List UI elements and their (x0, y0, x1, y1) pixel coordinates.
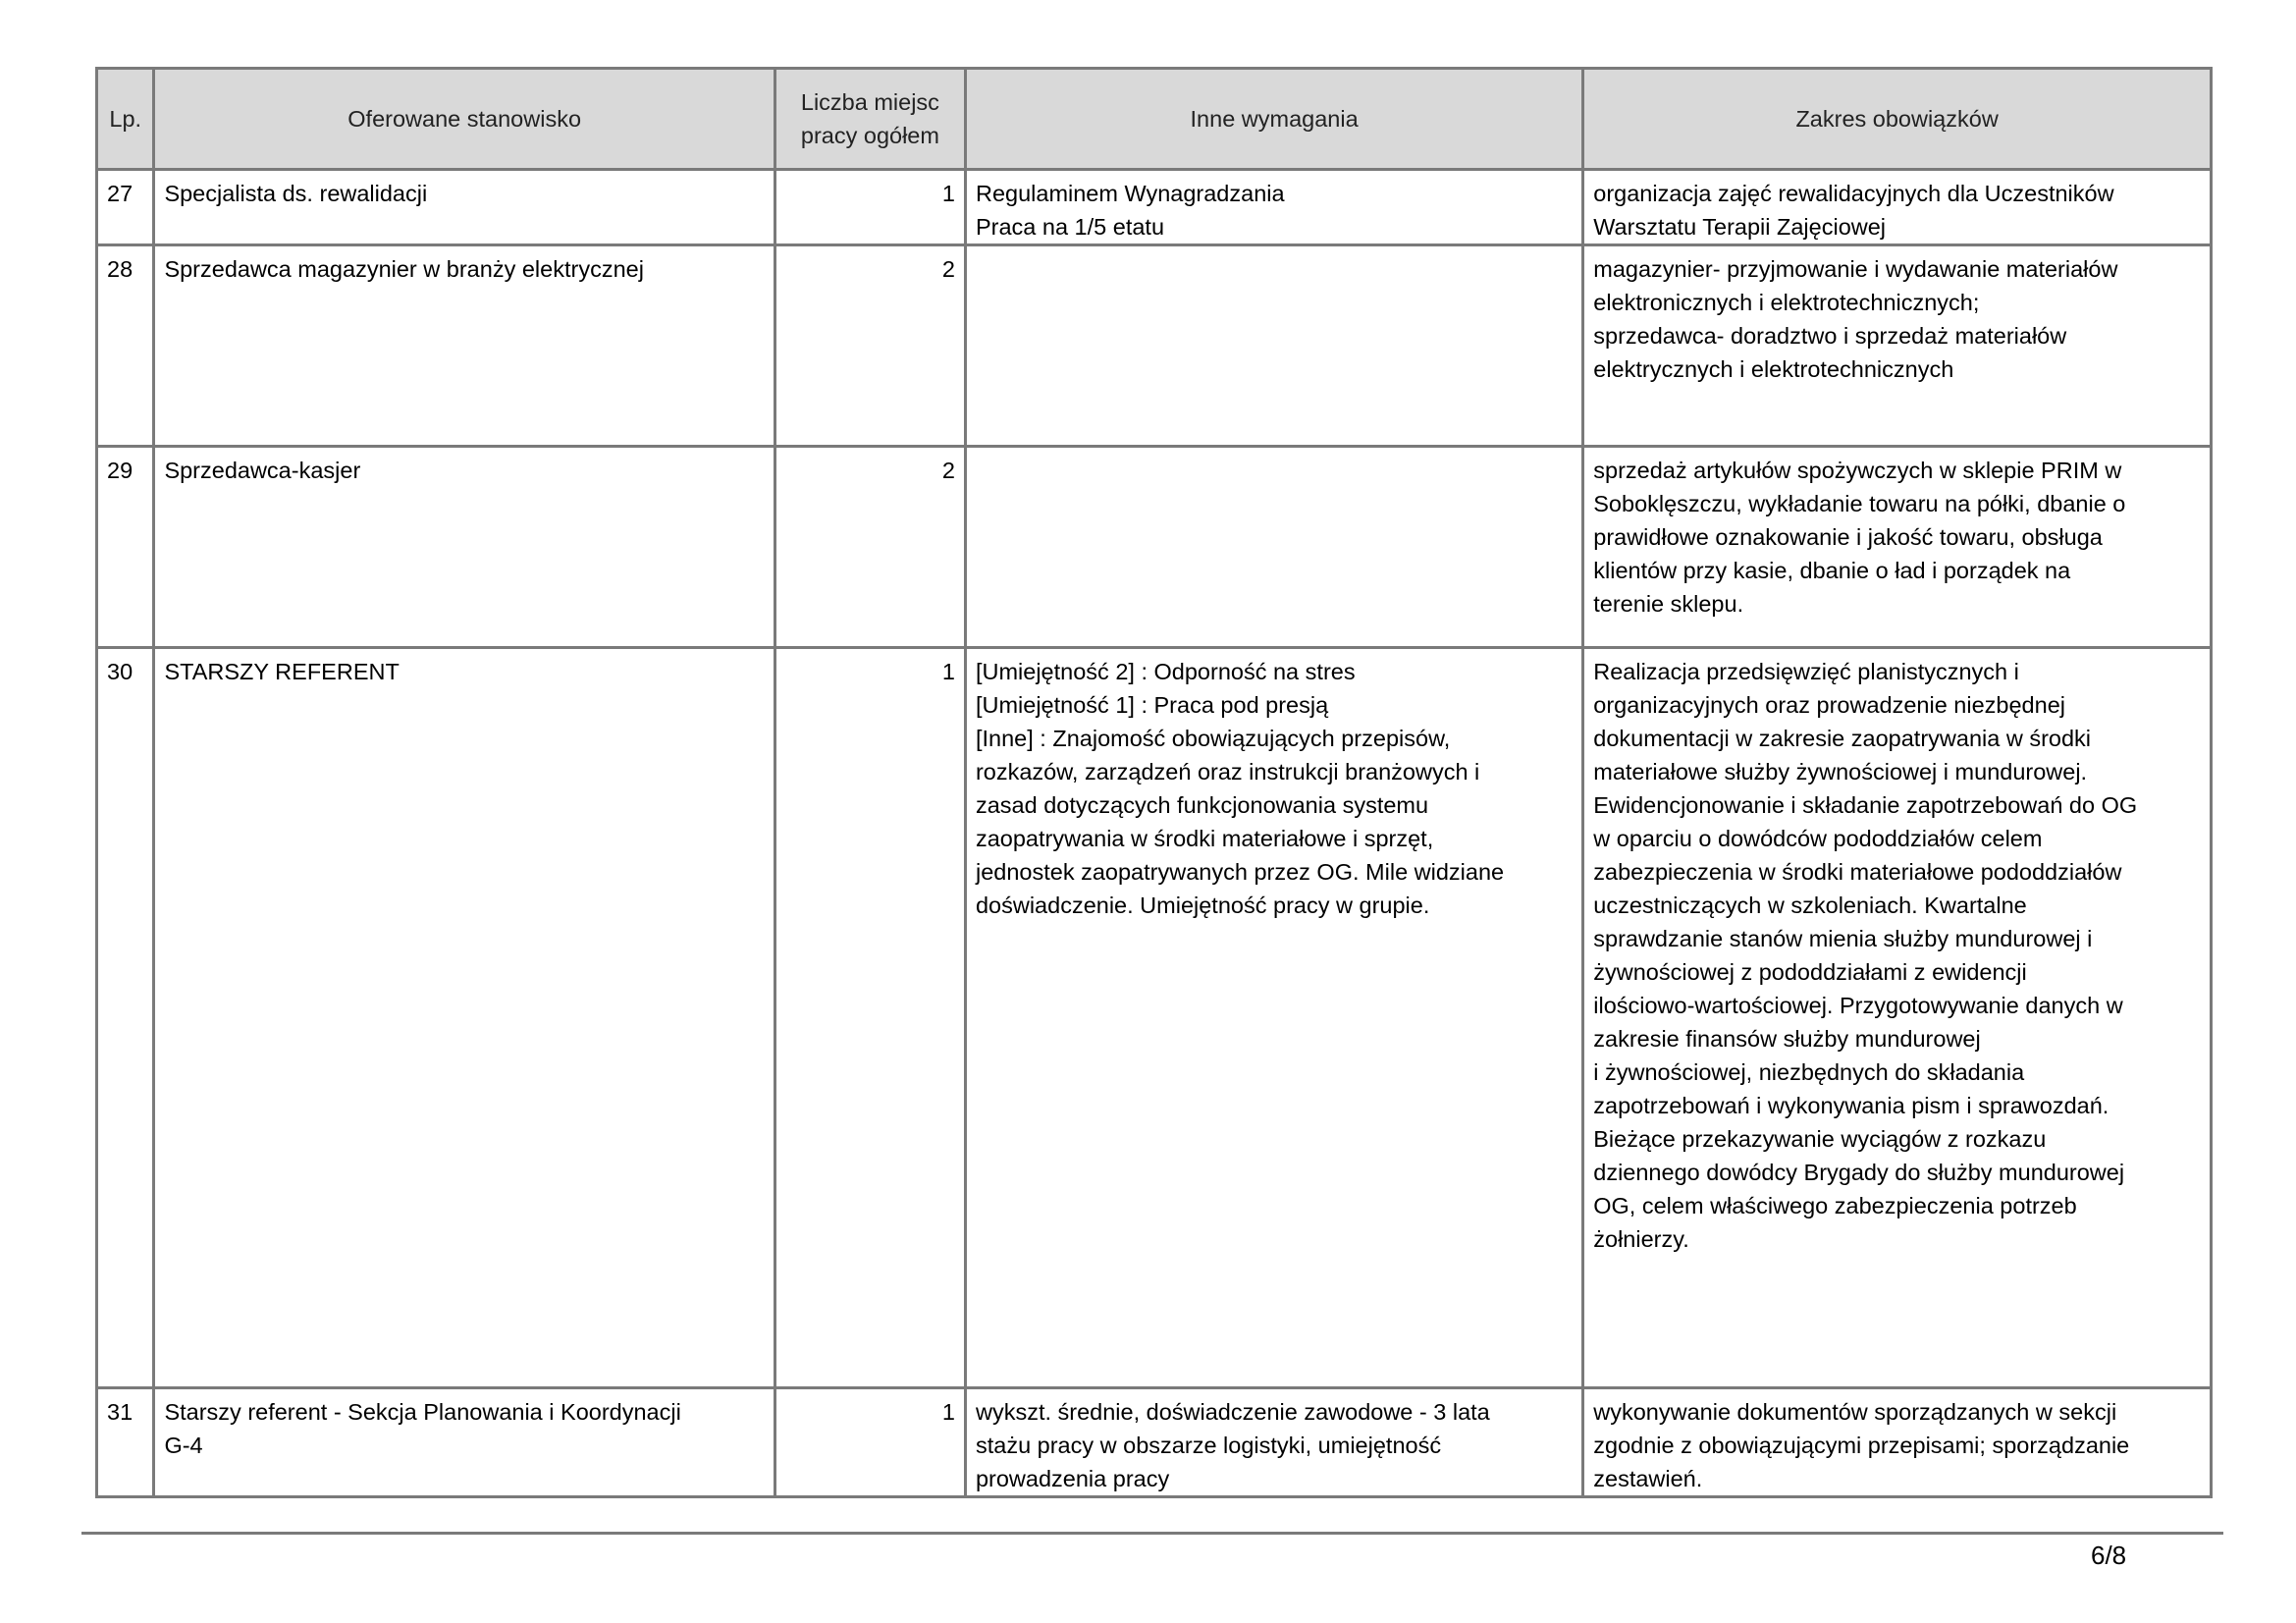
count-cell: 1 (774, 1388, 965, 1497)
duties-cell (1583, 170, 2212, 245)
requirements-line: wykszt. średnie, doświadczenie zawodowe - 3 lata (975, 1399, 1490, 1425)
footer-divider (81, 1532, 2223, 1535)
requirements-cell (965, 245, 1582, 447)
table-body (97, 170, 2212, 1497)
job-offers-table (95, 67, 2213, 1498)
duties-cell (1583, 447, 2212, 648)
requirements-line: prowadzenia pracy (975, 1466, 1170, 1491)
table-row (97, 170, 2212, 245)
position-line: Starszy referent - Sekcja Planowania i Koordynacji (164, 1399, 681, 1425)
position-cell (154, 170, 774, 245)
duties-line: organizacyjnych oraz prowadzenie niezbędnej (1593, 692, 2065, 718)
duties-line: organizacja zajęć rewalidacyjnych dla Uczestników (1593, 181, 2114, 206)
duties-line: dziennego dowódcy Brygady do służby mundurowej (1593, 1160, 2125, 1185)
duties-line: magazynier- przyjmowanie i wydawanie materiałów (1593, 256, 2118, 282)
position-cell (154, 1388, 774, 1497)
duties-cell (1583, 1388, 2212, 1497)
position-line: Specjalista ds. rewalidacji (164, 181, 428, 206)
duties-line: w oparciu o dowódców pododdziałów celem (1593, 826, 2043, 851)
position-line: STARSZY REFERENT (164, 659, 400, 684)
duties-line: dokumentacji w zakresie zaopatrywania w środki (1593, 726, 2092, 751)
requirements-line: doświadczenie. Umiejętność pracy w grupie. (975, 893, 1430, 918)
requirements-cell (965, 1388, 1582, 1497)
duties-line: materiałowe służby żywnościowej i mundurowej. (1593, 759, 2088, 784)
requirements-line: [Inne] : Znajomość obowiązujących przepisów, (975, 726, 1451, 751)
duties-line: elektrycznych i elektrotechnicznych (1593, 356, 1954, 382)
duties-line: sprzedawca- doradztwo i sprzedaż materiałów (1593, 323, 2067, 349)
count-cell: 1 (774, 170, 965, 245)
table-header (97, 69, 2212, 170)
requirements-line: Regulaminem Wynagradzania (975, 181, 1285, 206)
header-lp: Lp. (97, 69, 154, 170)
position-cell (154, 245, 774, 447)
duties-line: prawidłowe oznakowanie i jakość towaru, obsługa (1593, 524, 2103, 550)
position-cell (154, 648, 774, 1388)
row-number-cell: 27 (97, 170, 154, 245)
requirements-line: stażu pracy w obszarze logistyki, umiejętność (975, 1433, 1442, 1458)
duties-line: sprzedaż artykułów spożywczych w sklepie PRIM w (1593, 458, 2122, 483)
table-row (97, 245, 2212, 447)
requirements-line: jednostek zaopatrywanych przez OG. Mile widziane (975, 859, 1505, 885)
duties-line: wykonywanie dokumentów sporządzanych w sekcji (1593, 1399, 2117, 1425)
requirements-line: zaopatrywania w środki materiałowe i sprzęt, (975, 826, 1434, 851)
duties-line: terenie sklepu. (1593, 591, 1744, 617)
page-number: 6/8 (2091, 1541, 2127, 1570)
duties-line: ilościowo-wartościowej. Przygotowywanie danych w (1593, 993, 2123, 1018)
duties-line: sprawdzanie stanów mienia służby mundurowej i (1593, 926, 2093, 951)
table-row (97, 447, 2212, 648)
duties-cell (1583, 245, 2212, 447)
requirements-line: rozkazów, zarządzeń oraz instrukcji branżowych i (975, 759, 1480, 784)
header-count-line-2: pracy ogółem (800, 123, 939, 148)
duties-line: zakresie finansów służby mundurowej (1593, 1026, 1981, 1052)
duties-line: klientów przy kasie, dbanie o ład i porządek na (1593, 558, 2071, 583)
duties-line: Ewidencjonowanie i składanie zapotrzebowań do OG (1593, 792, 2138, 818)
header-requirements: Inne wymagania (965, 69, 1582, 170)
row-number-cell: 28 (97, 245, 154, 447)
position-line: Sprzedawca-kasjer (164, 458, 361, 483)
header-count-line-1: Liczba miejsc (800, 89, 939, 115)
duties-line: zapotrzebowań i wykonywania pism i sprawozdań. (1593, 1093, 2109, 1118)
requirements-line: Praca na 1/5 etatu (975, 214, 1165, 240)
requirements-line: [Umiejętność 1] : Praca pod presją (975, 692, 1329, 718)
table-row (97, 1388, 2212, 1497)
table-row (97, 648, 2212, 1388)
duties-line: zgodnie z obowiązującymi przepisami; sporządzanie (1593, 1433, 2130, 1458)
requirements-cell (965, 447, 1582, 648)
header-position: Oferowane stanowisko (154, 69, 774, 170)
duties-line: żołnierzy. (1593, 1226, 1689, 1252)
duties-line: zabezpieczenia w środki materiałowe pododdziałów (1593, 859, 2122, 885)
duties-line: OG, celem właściwego zabezpieczenia potrzeb (1593, 1193, 2077, 1218)
position-line: G-4 (164, 1433, 203, 1458)
count-cell: 2 (774, 245, 965, 447)
count-cell: 1 (774, 648, 965, 1388)
duties-line: żywnościowej z pododdziałami z ewidencji (1593, 959, 2027, 985)
requirements-line: [Umiejętność 2] : Odporność na stres (975, 659, 1356, 684)
duties-line: Realizacja przedsięwzięć planistycznych i (1593, 659, 2019, 684)
header-count (774, 69, 965, 170)
duties-line: elektronicznych i elektrotechnicznych; (1593, 290, 1980, 315)
row-number-cell: 31 (97, 1388, 154, 1497)
requirements-cell (965, 648, 1582, 1388)
requirements-line: zasad dotyczących funkcjonowania systemu (975, 792, 1429, 818)
count-cell: 2 (774, 447, 965, 648)
duties-line: Soboklęszczu, wykładanie towaru na półki, dbanie o (1593, 491, 2126, 516)
requirements-cell (965, 170, 1582, 245)
duties-line: Bieżące przekazywanie wyciągów z rozkazu (1593, 1126, 2047, 1152)
header-duties: Zakres obowiązków (1583, 69, 2212, 170)
duties-cell (1583, 648, 2212, 1388)
position-line: Sprzedawca magazynier w branży elektrycznej (164, 256, 644, 282)
position-cell (154, 447, 774, 648)
duties-line: Warsztatu Terapii Zajęciowej (1593, 214, 1887, 240)
row-number-cell: 29 (97, 447, 154, 648)
duties-line: uczestniczących w szkoleniach. Kwartalne (1593, 893, 2027, 918)
row-number-cell: 30 (97, 648, 154, 1388)
duties-line: zestawień. (1593, 1466, 1703, 1491)
duties-line: i żywnościowej, niezbędnych do składania (1593, 1059, 2025, 1085)
